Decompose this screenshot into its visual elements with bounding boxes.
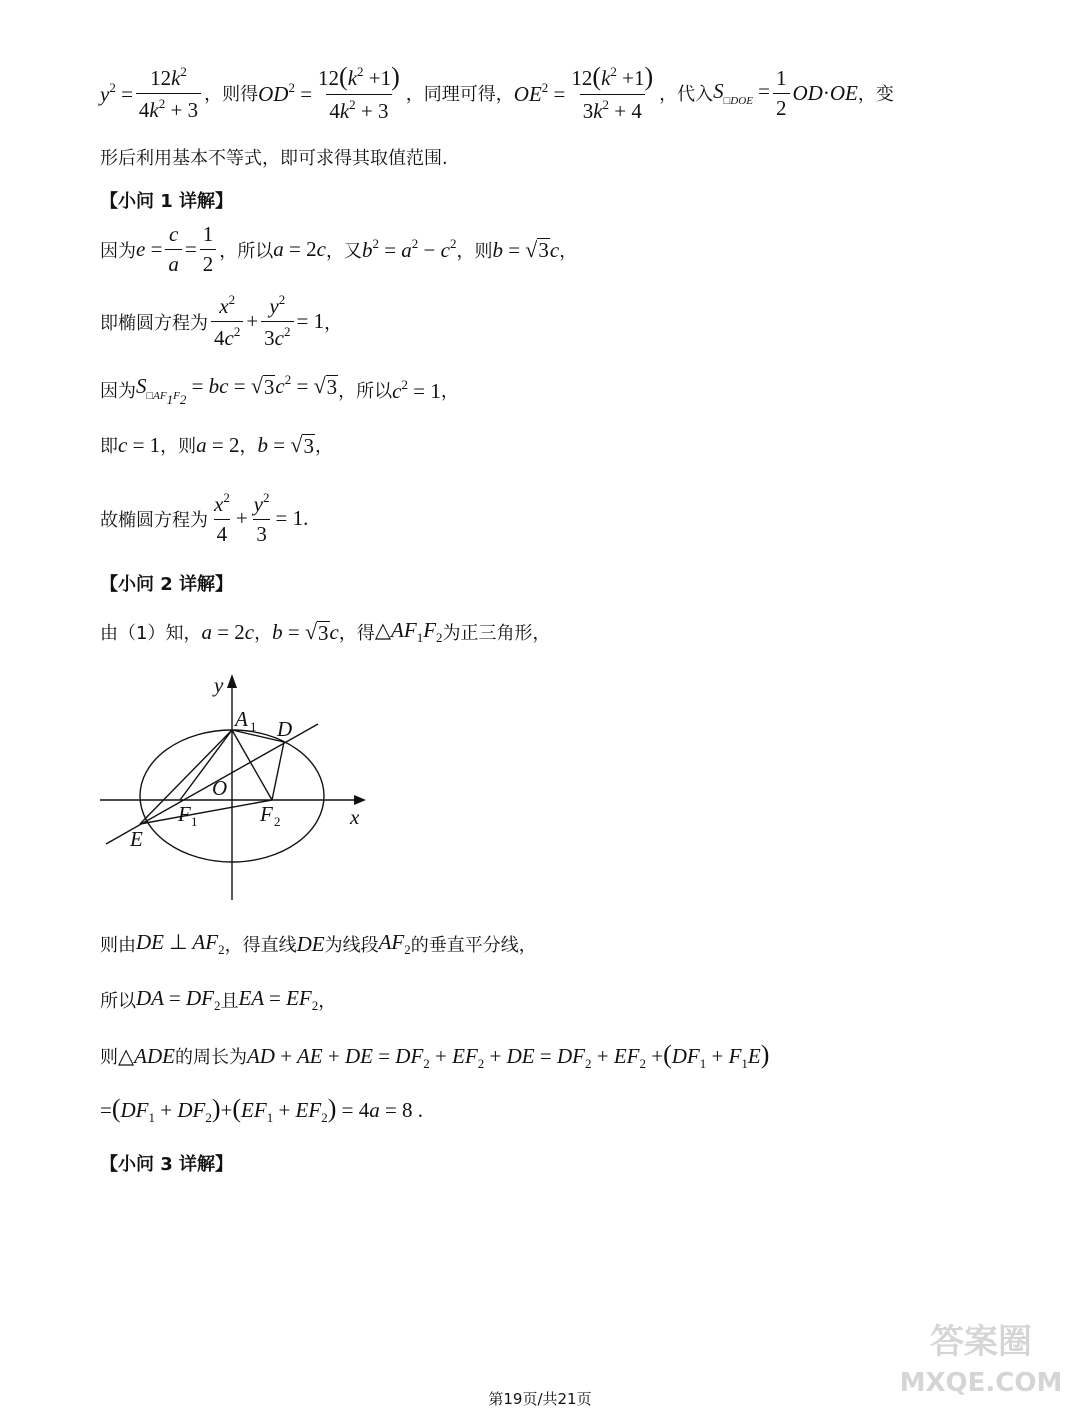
label-E: E bbox=[130, 827, 143, 851]
formula-line-ellipse-general: 即椭圆方程为 $\frac{x^2}{4c^2}$ + $\frac{y^2}{3c^2}$ = 1 ， bbox=[100, 292, 343, 350]
formula-line-triangle: 由（1）知， a = 2c ， b = √ 3 c ，得 $\triangle AF_1F_2$ 为正三角形， bbox=[100, 618, 551, 645]
formula-line-result: $=(DF_1 + DF_2)+(EF_1 + EF_2) = 4a = 8$ . bbox=[100, 1094, 424, 1125]
text-ze: ，则得 bbox=[204, 84, 259, 105]
text-dairu: ，代入 bbox=[659, 84, 714, 105]
text-you1: 由（1）知， bbox=[100, 623, 202, 644]
text-ze4: 则 bbox=[100, 1047, 118, 1068]
text-tuoyuan: 即椭圆方程为 bbox=[100, 312, 208, 334]
label-F2-sub: 2 bbox=[274, 814, 281, 829]
text-tongli: ，同理可得， bbox=[405, 84, 514, 105]
text-suoyi3: 所以 bbox=[100, 991, 136, 1012]
formula-line-area: 因为 $S_{□AF_1F_2}$ = bc = √ 3 $c^2$ = √ 3 ，所以 $c^2 = 1$ ， bbox=[100, 372, 459, 407]
label-A-sub: 1 bbox=[250, 719, 257, 734]
formula-line-1: $y^2$ = $\frac{12k^2}{4k^2 + 3}$ ，则得 $OD^2$ = $\frac{12(k^2 +1)}{4k^2 + 3}$ ，同理可得， $OE^2$ = $\frac{12(k^2 +1)}{3k^2 + 4}$ ，代入 $S_{□DOE}$ = $\frac{1}{2}$ OD·OE ，变 bbox=[100, 62, 894, 123]
formula-line-equal: 所以 DA = $DF_2$ 且 EA = $EF_2$ ， bbox=[100, 986, 337, 1013]
section-q2-heading: 【小问 2 详解】 bbox=[100, 574, 234, 595]
text-comma: ， bbox=[559, 240, 578, 262]
text-zhouchang: 的周长为 bbox=[174, 1047, 247, 1068]
label-O: O bbox=[212, 776, 228, 800]
y-axis-arrow-icon bbox=[227, 674, 237, 688]
text-dezhixian: ，得直线 bbox=[224, 935, 297, 956]
text-line-2: 形后利用基本不等式，即可求得其取值范围. bbox=[100, 148, 448, 169]
segment-A1F2 bbox=[232, 730, 272, 800]
label-F1: F bbox=[178, 802, 191, 826]
text-de: ，得 bbox=[338, 623, 375, 644]
formula-line-perimeter: 则 △ADE 的周长为 AD + AE + DE = $DF_2 + EF_2$ + DE = $DF_2 + EF_2 +(DF_1 + F_1E)$ bbox=[100, 1040, 770, 1071]
ellipse-diagram bbox=[96, 668, 376, 908]
label-A: A bbox=[235, 707, 248, 731]
text-suoyi2: ，所以 bbox=[338, 381, 393, 402]
text-gu: 故椭圆方程为 bbox=[100, 509, 208, 531]
text-qie: 且 bbox=[220, 991, 239, 1012]
text-bian: ，变 bbox=[857, 84, 894, 105]
text-ji: 即 bbox=[100, 436, 118, 457]
formula-line-e: 因为 e = $\frac{c}{a}$ = $\frac{1}{2}$ ，所以 a = 2c ，又 $b^2 = a^2 - c^2$ ，则 b = √ 3 c ， bbox=[100, 222, 578, 276]
formula-line-ellipse-final: 故椭圆方程为 $\frac{x^2}{4}$ + $\frac{y^2}{3}$ = 1. bbox=[100, 490, 309, 546]
text-zhengsanjiao: 为正三角形， bbox=[442, 623, 551, 644]
watermark-title: 答案圈 bbox=[930, 1322, 1032, 1362]
x-axis-arrow-icon bbox=[354, 795, 366, 805]
formula-line-values: 即 c = 1 ，则 a = 2 ， b = √ 3 ， bbox=[100, 432, 333, 458]
segment-F2D bbox=[272, 742, 284, 800]
formula-line-perpendicular: 则由 DE ⊥ $AF_2$ ，得直线 DE 为线段 $AF_2$ 的垂直平分线， bbox=[100, 930, 537, 957]
text-yinwei2: 因为 bbox=[100, 381, 136, 402]
label-F1-sub: 1 bbox=[191, 814, 198, 829]
text-you: ，又 bbox=[325, 240, 362, 262]
text-weixianduan: 为线段 bbox=[324, 935, 379, 956]
label-D: D bbox=[277, 717, 293, 741]
text-ze2: ，则 bbox=[456, 240, 493, 262]
text-suoyi: ，所以 bbox=[219, 240, 274, 262]
label-F2: F bbox=[260, 802, 273, 826]
text-ze3: ，则 bbox=[160, 436, 197, 457]
text-zeyou: 则由 bbox=[100, 935, 136, 956]
text-yinwei: 因为 bbox=[100, 240, 136, 262]
section-q1-heading: 【小问 1 详解】 bbox=[100, 191, 234, 212]
text-chuizhi: 的垂直平分线， bbox=[410, 935, 537, 956]
label-x: x bbox=[350, 805, 360, 829]
watermark-domain: MXQE.COM bbox=[899, 1368, 1063, 1398]
page-footer: 第19页/共21页 bbox=[488, 1390, 592, 1408]
label-y: y bbox=[214, 673, 224, 697]
watermark-logo bbox=[896, 1311, 1066, 1405]
section-q3-heading: 【小问 3 详解】 bbox=[100, 1154, 234, 1175]
